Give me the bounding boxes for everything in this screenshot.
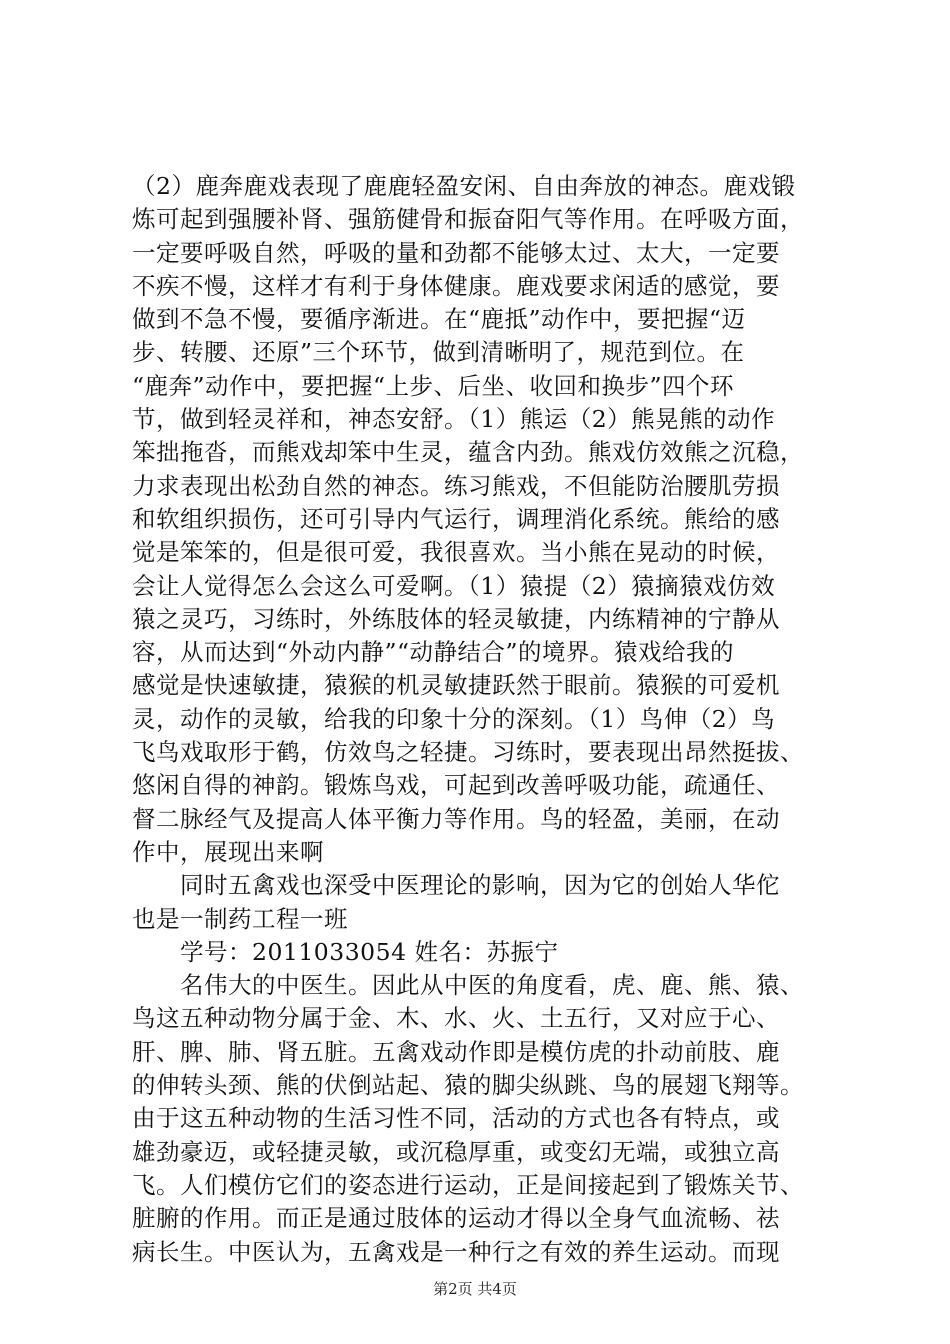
- text-line: 灵，动作的灵敏，给我的印象十分的深刻。（1）鸟伸（2）鸟: [132, 704, 776, 733]
- text-line: 飞。人们模仿它们的姿态进行运动，正是间接起到了锻炼关节、: [132, 1170, 804, 1199]
- text-line: 肝、脾、肺、肾五脏。五禽戏动作即是模仿虎的扑动前肢、鹿: [132, 1037, 780, 1066]
- text-line: 雄劲豪迈，或轻捷灵敏，或沉稳厚重，或变幻无端，或独立高: [132, 1137, 780, 1166]
- text-line: 脏腑的作用。而正是通过肢体的运动才得以全身气血流畅、祛: [132, 1204, 780, 1233]
- text-line: 步、转腰、还原”三个环节，做到清晰明了，规范到位。在: [132, 338, 745, 367]
- text-line: 炼可起到强腰补肾、强筋健骨和振奋阳气等作用。在呼吸方面，: [132, 205, 804, 234]
- text-line: 和软组织损伤，还可引导内气运行，调理消化系统。熊给的感: [132, 504, 780, 533]
- text-line: 病长生。中医认为，五禽戏是一种行之有效的养生运动。而现: [132, 1237, 780, 1266]
- body-text: [132, 170, 860, 1269]
- text-line: 力求表现出松劲自然的神态。练习熊戏，不但能防治腰肌劳损: [132, 471, 780, 500]
- text-line: 鸟这五种动物分属于金、木、水、火、土五行，又对应于心、: [132, 1004, 780, 1033]
- text-line: 的伸转头颈、熊的伏倒站起、猿的脚尖纵跳、鸟的展翅飞翔等。: [132, 1071, 804, 1100]
- student-info-line: 学号：2011033054 姓名：苏振宁: [180, 937, 559, 966]
- text-line: 节，做到轻灵祥和，神态安舒。（1）熊运（2）熊晃熊的动作: [132, 405, 776, 434]
- text-line: 由于这五种动物的生活习性不同，活动的方式也各有特点，或: [132, 1104, 780, 1133]
- text-line: 一定要呼吸自然，呼吸的量和劲都不能够太过、太大，一定要: [132, 238, 780, 267]
- page-number-footer: 第2页 共4页: [433, 1280, 517, 1298]
- text-line: 笨拙拖沓，而熊戏却笨中生灵，蕴含内劲。熊戏仿效熊之沉稳，: [132, 438, 804, 467]
- paragraph-start-line: 名伟大的中医生。因此从中医的角度看，虎、鹿、熊、猿、: [180, 971, 804, 1000]
- text-line: 觉是笨笨的，但是很可爱，我很喜欢。当小熊在晃动的时候，: [132, 538, 780, 567]
- text-line: 也是一制药工程一班: [132, 904, 348, 933]
- text-line: 作中，展现出来啊: [132, 837, 324, 866]
- text-line: 会让人觉得怎么会这么可爱啊。（1）猿提（2）猿摘猿戏仿效: [132, 571, 776, 600]
- text-line: （2）鹿奔鹿戏表现了鹿鹿轻盈安闲、自由奔放的神态。鹿戏锻: [132, 172, 796, 200]
- text-line: 猿之灵巧，习练时，外练肢体的轻灵敏捷，内练精神的宁静从: [132, 604, 780, 633]
- text-line: 做到不急不慢，要循序渐进。在“鹿抵”动作中，要把握“迈: [132, 305, 746, 334]
- text-line: 督二脉经气及提高人体平衡力等作用。鸟的轻盈，美丽，在动: [132, 804, 780, 833]
- text-line: “鹿奔”动作中，要把握“上步、后坐、收回和换步”四个环: [132, 371, 735, 400]
- paragraph-start-line: 同时五禽戏也深受中医理论的影响，因为它的创始人华佗: [180, 871, 780, 900]
- text-line: 飞鸟戏取形于鹤，仿效鸟之轻捷。习练时，要表现出昂然挺拔、: [132, 738, 804, 767]
- text-line: 悠闲自得的神韵。锻炼鸟戏，可起到改善呼吸功能，疏通任、: [132, 771, 780, 800]
- text-line: 不疾不慢，这样才有利于身体健康。鹿戏要求闲适的感觉，要: [132, 271, 780, 300]
- text-line: 容，从而达到“外动内静”“动静结合”的境界。猿戏给我的: [132, 638, 735, 667]
- text-line: 感觉是快速敏捷，猿猴的机灵敏捷跃然于眼前。猿猴的可爱机: [132, 671, 780, 700]
